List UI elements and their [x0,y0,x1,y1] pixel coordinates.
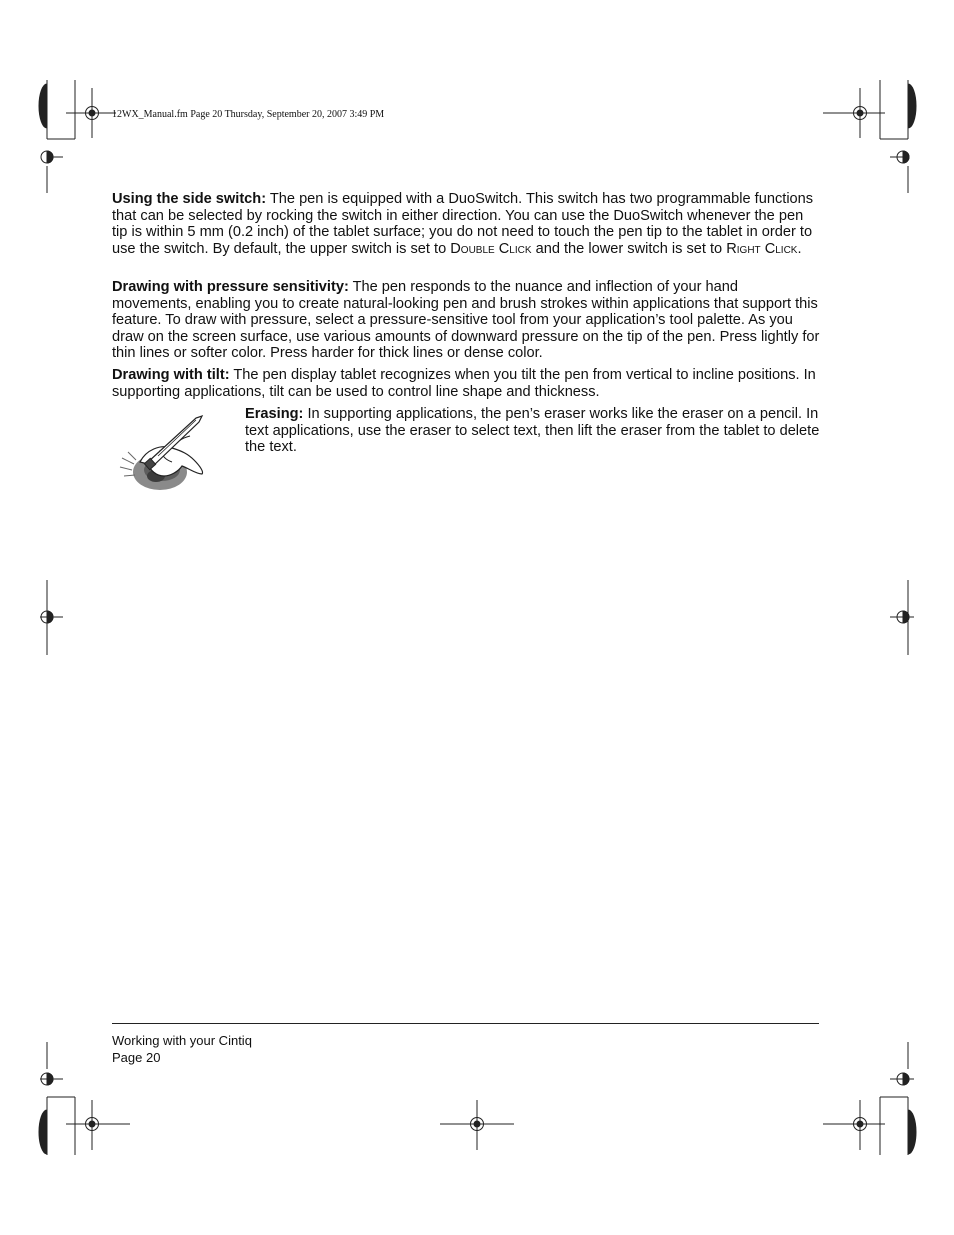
pressure-text: The pen responds to the nuance and inflection of your hand movements, enabling you to create natural-looking pen and brush strokes within applications that support this feature. To draw with pressure, select a pressure-sensitive tool from your application’s tool palette. As you draw on the screen surface, use various amounts of downward pressure on the tip of the pen. Press lightly for thin lines or softer color. Press harder for thick lines or dense color. [112,279,820,362]
double-click-term: Double Click [450,240,532,257]
footer-rule [112,1023,819,1024]
page-footer [112,1032,252,1066]
print-slug-header: 12WX_Manual.fm Page 20 Thursday, September 20, 2007 3:49 PM [112,109,385,120]
pressure-heading: Drawing with pressure sensitivity: [112,279,349,295]
erasing-paragraph [245,406,820,456]
tilt-heading: Drawing with tilt: [112,367,230,383]
side-switch-text-b: and the lower switch is set to [531,240,727,257]
side-switch-text-c: . [797,240,802,257]
side-switch-text-a: The pen is equipped with a DuoSwitch. This switch has two programmable functions that can be selected by rocking the switch in either direction. You can use the DuoSwitch whenever the pen tip is within 5 mm (0.2 inch) of the tablet surface; you do not need to touch the pen tip to the tablet in order to use the switch. By default, the upper switch is set to [112,191,814,257]
right-click-term: Right Click [726,240,798,257]
tilt-paragraph [112,367,820,400]
footer-title: Working with your Cintiq [112,1033,252,1048]
tilt-text: The pen display tablet recognizes when you tilt the pen from vertical to incline positions. In supporting applications, tilt can be used to control line shape and thickness. [112,367,816,400]
side-switch-heading: Using the side switch: [112,191,267,207]
side-switch-paragraph [112,191,820,257]
pressure-paragraph [112,279,820,362]
pen-erasing-illustration-icon [110,412,210,497]
footer-page-number: Page 20 [112,1050,161,1065]
erasing-text: In supporting applications, the pen’s eraser works like the eraser on a pencil. In text applications, use the eraser to select text, then lift the eraser from the tablet to delete the text. [245,406,820,456]
erasing-heading: Erasing: [245,406,304,422]
